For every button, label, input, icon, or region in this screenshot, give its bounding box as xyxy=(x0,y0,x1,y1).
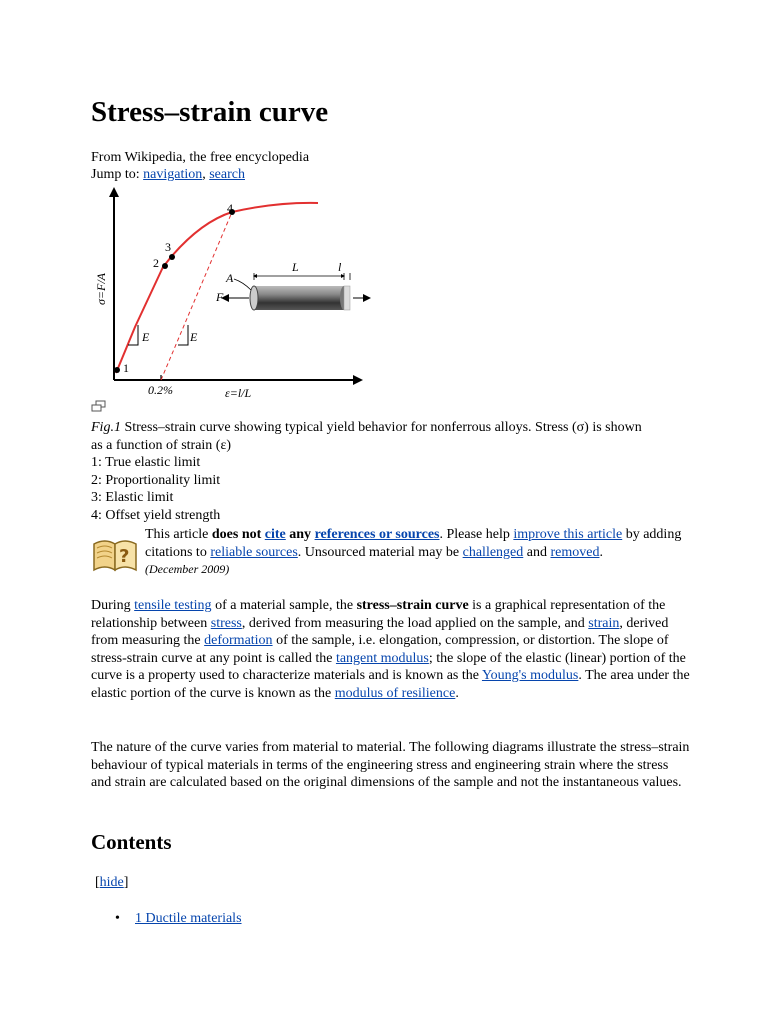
slope-label-2: E xyxy=(190,330,198,344)
point-label-1: 1 xyxy=(123,361,129,375)
book-icon xyxy=(91,530,139,574)
p1-e: , derived from measuring the xyxy=(91,615,669,649)
point-label-3: 3 xyxy=(165,240,171,254)
challenged-link[interactable]: challenged xyxy=(462,544,524,560)
hide-bracket-open: [ xyxy=(95,875,100,890)
specimen-l: l xyxy=(338,260,342,274)
toc-toggle xyxy=(95,875,128,891)
navigation-link[interactable]: navigation xyxy=(143,167,203,182)
x-axis-label: ε=l/L xyxy=(225,386,252,400)
p1-c: is a graphical representation of the relationship between xyxy=(91,598,666,631)
page-title: Stress–strain curve xyxy=(91,96,329,128)
strain-link[interactable]: strain xyxy=(588,615,620,631)
p1-g: ; the slope of the elastic (linear) portion of the curve is a property used to characterize materials and is known as the xyxy=(91,650,686,684)
intro-paragraph xyxy=(91,597,691,703)
second-paragraph: The nature of the curve varies from material to material. The following diagrams illustrate the stress–strain behaviour of typical materials in terms of the engineering stress and engineering strain where the stress and strain are calculated based on the original dimensions of the sample and not the instantaneous values. xyxy=(91,740,690,791)
caption-fig-label: Fig.1 xyxy=(91,420,121,435)
contents-heading: Contents xyxy=(91,830,172,854)
y-axis-arrow xyxy=(109,187,119,197)
jump-links xyxy=(91,166,245,183)
caption-item-2: 2: Proportionality limit xyxy=(91,472,221,488)
caption-item-1: 1: True elastic limit xyxy=(91,455,201,470)
caption-text: Stress–strain curve showing typical yield behavior for nonferrous alloys. Stress (σ) is shown as a function of strain (ε) xyxy=(91,420,642,453)
references-link[interactable]: references or sources xyxy=(314,527,440,542)
toc-list xyxy=(115,911,242,927)
jump-prefix: Jump to: xyxy=(91,167,144,182)
unreferenced-notice xyxy=(91,526,691,586)
search-link[interactable]: search xyxy=(209,167,245,182)
stress-link[interactable]: stress xyxy=(210,615,242,631)
slope-label-1: E xyxy=(142,330,150,344)
tangent-modulus-link[interactable]: tangent modulus xyxy=(335,650,429,666)
toc-item xyxy=(115,911,242,927)
p1-d: , derived from measuring the load applied on the sample, and xyxy=(241,615,589,631)
specimen-L: L xyxy=(292,260,299,274)
p1-i: . xyxy=(455,685,459,701)
notice-t3: by adding citations to xyxy=(145,527,682,560)
site-subtitle: From Wikipedia, the free encyclopedia xyxy=(91,150,310,165)
notice-any: any xyxy=(285,527,315,542)
enlarge-icon[interactable] xyxy=(91,400,107,412)
notice-t1: This article xyxy=(145,527,212,542)
point-3 xyxy=(169,254,175,260)
point-label-4: 4 xyxy=(227,201,233,215)
svg-text:?: ? xyxy=(119,546,130,567)
tensile-testing-link[interactable]: tensile testing xyxy=(134,598,212,613)
reliable-sources-link[interactable]: reliable sources xyxy=(210,544,298,560)
p1-a: During xyxy=(91,598,135,613)
notice-text xyxy=(145,526,695,579)
p1-bold-term: stress–strain curve xyxy=(356,598,469,613)
notice-and: and xyxy=(523,544,551,560)
p1-h: . The area under the elastic portion of the curve is known as the xyxy=(91,668,690,701)
notice-date: (December 2009) xyxy=(145,562,230,576)
point-2 xyxy=(162,263,168,269)
modulus-of-resilience-link[interactable]: modulus of resilience xyxy=(334,685,456,701)
toc-link-ductile-materials[interactable]: 1 Ductile materials xyxy=(135,911,242,926)
youngs-modulus-link[interactable]: Young's modulus xyxy=(481,668,579,684)
jump-sep: , xyxy=(202,167,210,182)
notice-t4: . Unsourced material may be xyxy=(297,544,463,560)
figure-caption xyxy=(91,419,651,524)
cite-link[interactable]: cite xyxy=(264,527,286,542)
caption-item-3: 3: Elastic limit xyxy=(91,490,174,505)
offset-label: 0.2% xyxy=(148,383,173,397)
deformation-link[interactable]: deformation xyxy=(204,633,273,649)
removed-link[interactable]: removed xyxy=(550,544,600,560)
x-axis-arrow xyxy=(353,375,363,385)
hide-toc-link[interactable]: hide xyxy=(99,875,124,890)
y-axis-label: σ=F/A xyxy=(94,272,108,305)
hide-bracket-close: ] xyxy=(123,875,129,890)
point-label-2: 2 xyxy=(153,256,159,270)
improve-article-link[interactable]: improve this article xyxy=(513,527,623,542)
notice-does-not: does not xyxy=(211,527,262,542)
p1-f: of the sample, i.e. elongation, compression, or distortion. The slope of stress-strain curve at any point is called the xyxy=(91,633,669,666)
p1-b: of a material sample, the xyxy=(211,598,357,613)
specimen-F: F xyxy=(216,290,224,304)
notice-end: . xyxy=(599,544,603,560)
caption-item-4: 4: Offset yield strength xyxy=(91,507,221,523)
specimen-A: A xyxy=(226,271,234,285)
stress-strain-figure[interactable] xyxy=(91,187,381,417)
specimen-illustration xyxy=(221,273,371,310)
point-1 xyxy=(114,367,120,373)
notice-t2: . Please help xyxy=(439,527,514,542)
